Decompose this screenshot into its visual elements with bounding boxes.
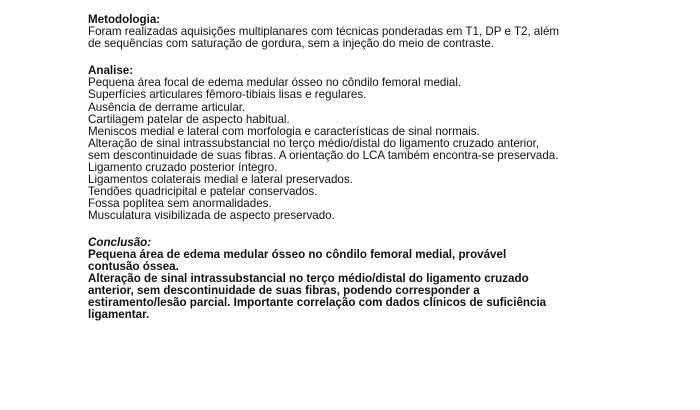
conclusao-heading: Conclusão: (88, 235, 152, 249)
analise-section (88, 65, 688, 222)
analise-line: Ligamento cruzado posterior íntegro. (88, 161, 278, 175)
analise-line: Superfícies articulares fêmoro-tibiais lisas e regulares. (88, 88, 367, 102)
metodologia-heading: Metodologia: (88, 13, 161, 26)
analise-heading: Analise: (88, 64, 134, 78)
analise-line: Pequena área focal de edema medular ósseo no côndilo femoral medial. (88, 76, 462, 90)
conclusao-line: Pequena área de edema medular ósseo no côndilo femoral medial, provável (88, 247, 507, 261)
analise-line: sem descontinuidade de suas fibras. A orientação do LCA também encontra-se preservada. (88, 148, 559, 162)
analise-line: Tendões quadricipital e patelar conservados. (88, 185, 318, 199)
analise-line: Alteração de sinal intrassubstancial no terço médio/distal do ligamento cruzado anterior, (88, 136, 540, 150)
section-spacer (88, 50, 688, 65)
analise-line: Cartilagem patelar de aspecto habitual. (88, 112, 290, 126)
analise-line: Fossa poplítea sem anormalidades. (88, 197, 272, 211)
section-spacer (88, 223, 688, 237)
conclusao-line: Alteração de sinal intrassubstancial no terço médio/distal do ligamento cruzado (88, 271, 529, 285)
metodologia-line: Foram realizadas aquisições multiplanares com técnicas ponderadas em T1, DP e T2, além (88, 25, 560, 39)
conclusao-line: anterior, sem descontinuidade de suas fibras, podendo corresponder a (88, 283, 480, 297)
conclusao-line: estiramento/lesão parcial. Importante correlação com dados clínicos de suficiência (88, 295, 547, 309)
metodologia-line: de sequências com saturação de gordura, sem a injeção do meio de contraste. (88, 37, 495, 51)
conclusao-line: ligamentar. (88, 308, 150, 322)
conclusao-line: contusão óssea. (88, 259, 179, 273)
analise-line: Musculatura visibilizada de aspecto preservado. (88, 209, 335, 223)
conclusao-section (88, 237, 688, 322)
report-page (88, 14, 688, 321)
metodologia-section (88, 14, 688, 50)
analise-line: Meniscos medial e lateral com morfologia e características de sinal normais. (88, 124, 480, 138)
analise-line: Ausência de derrame articular. (88, 100, 246, 114)
analise-line: Ligamentos colaterais medial e lateral preservados. (88, 173, 353, 187)
